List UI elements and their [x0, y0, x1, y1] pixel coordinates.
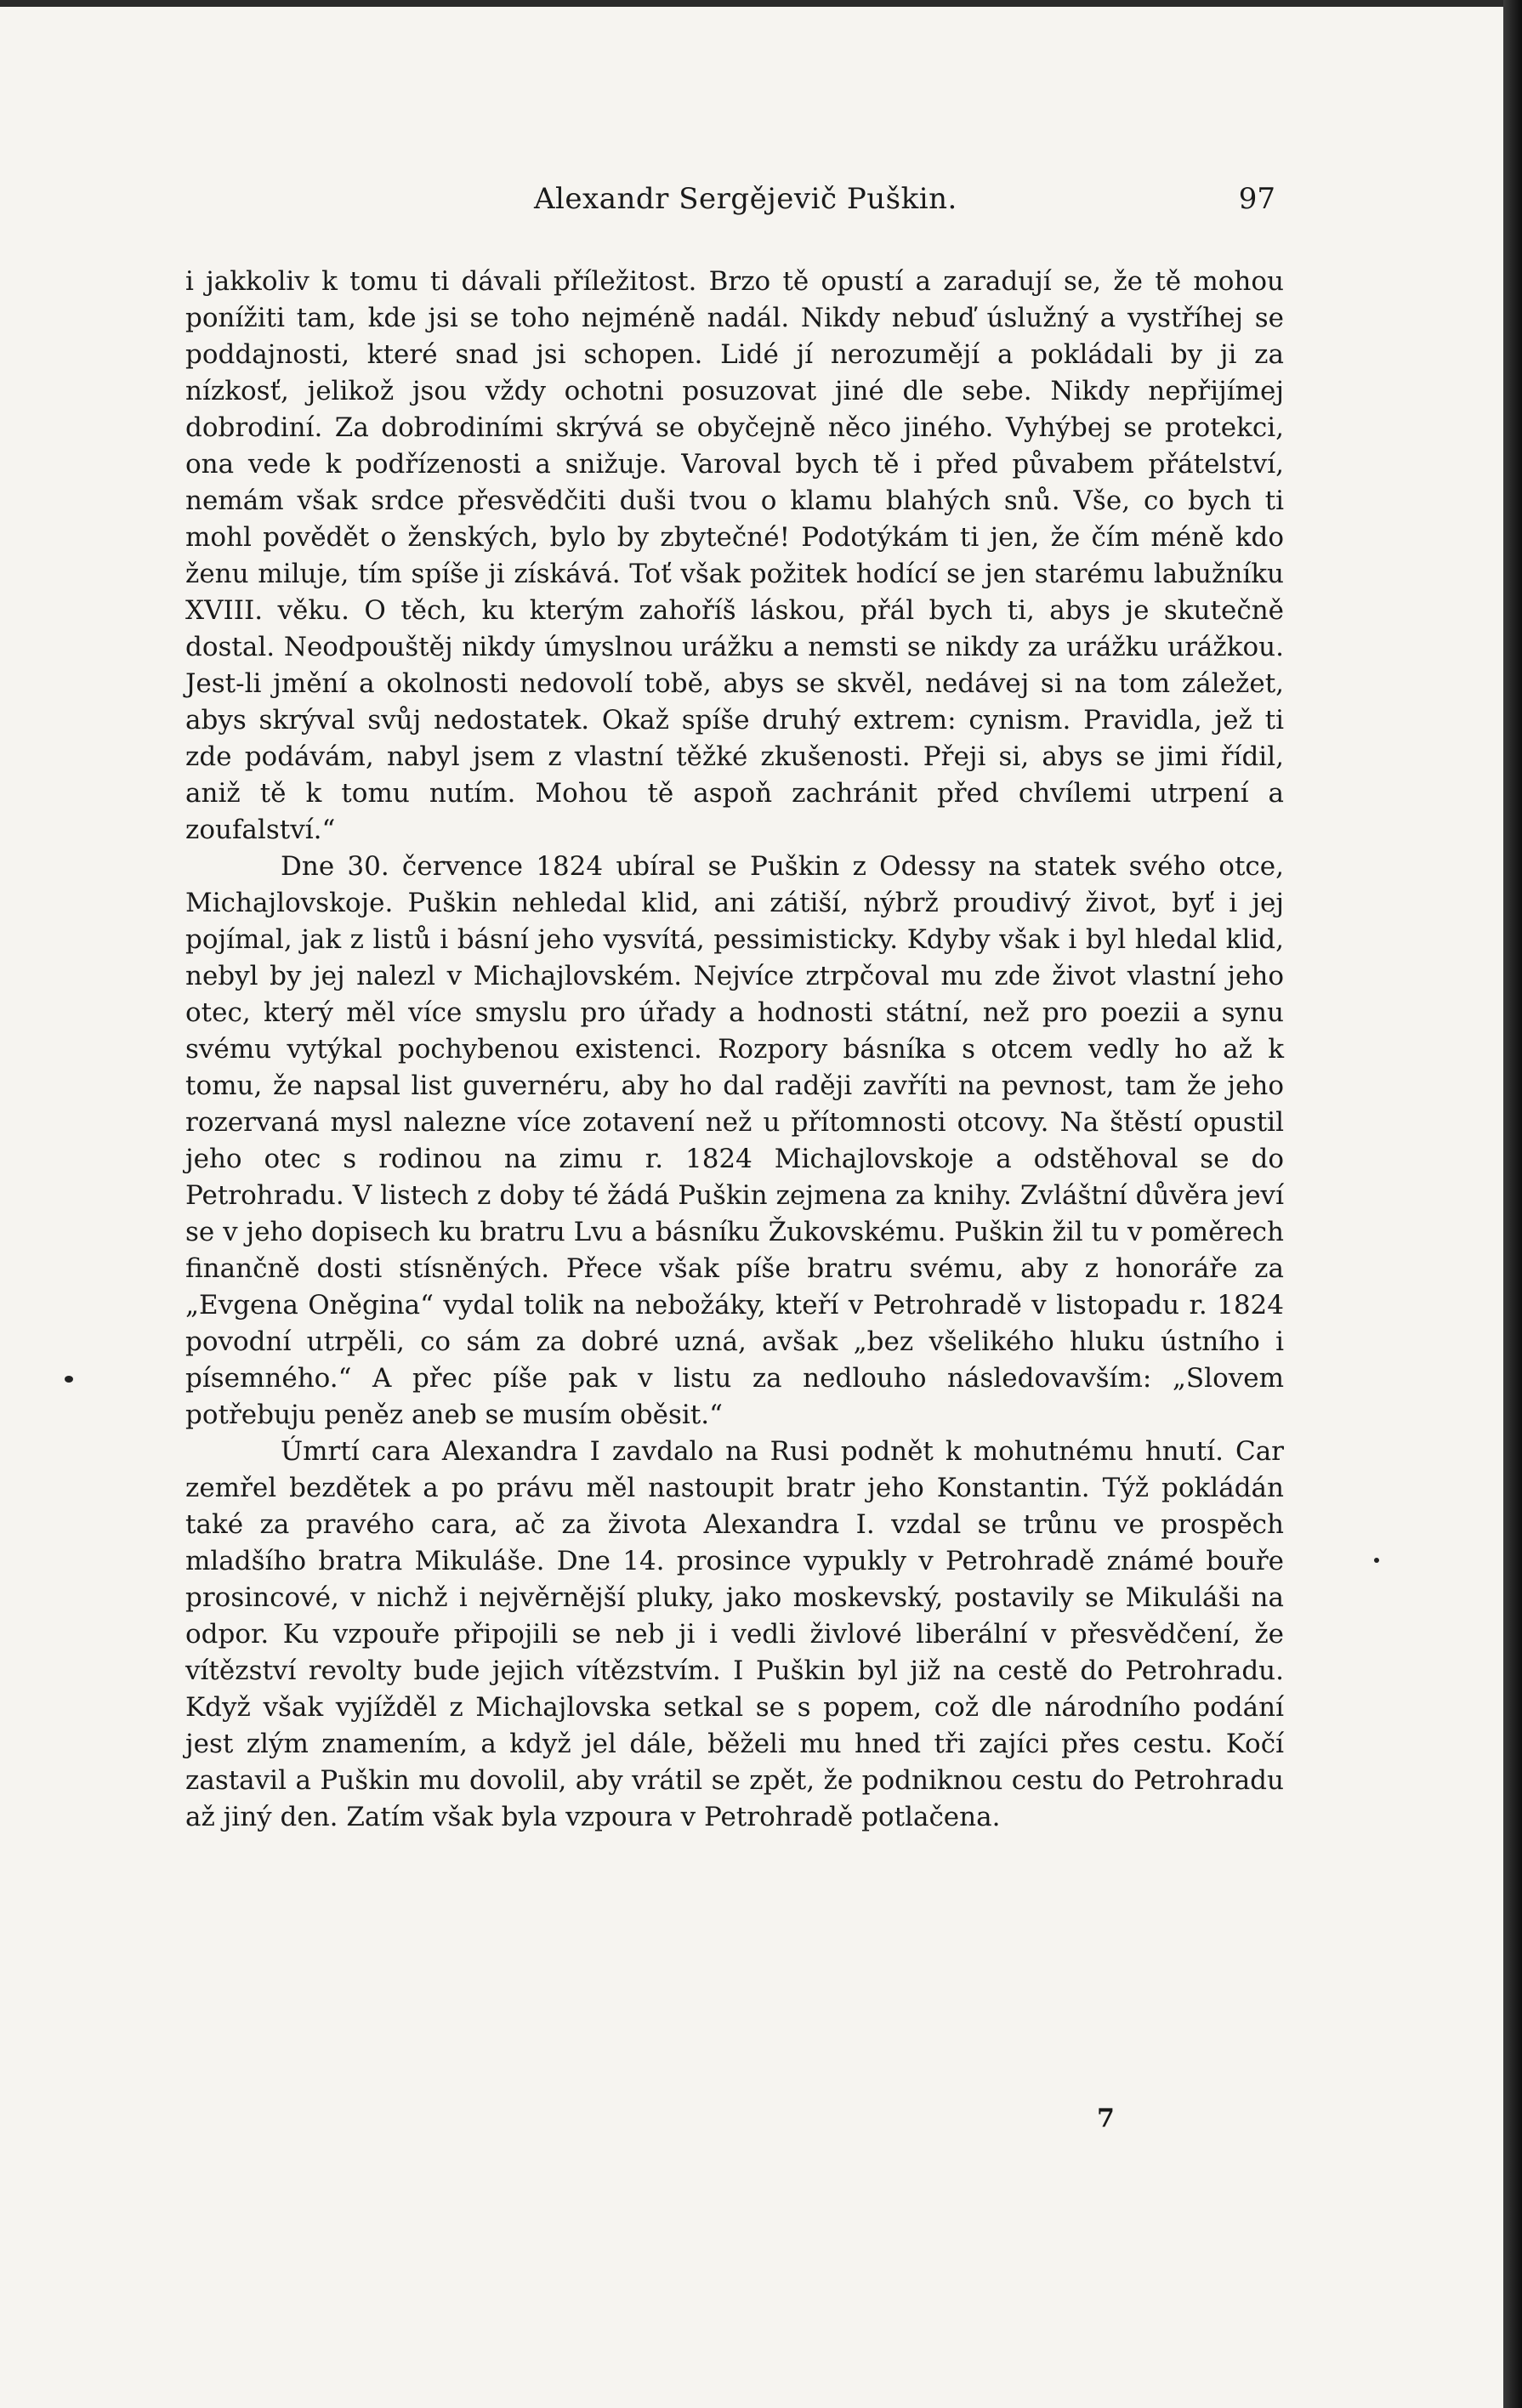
scan-right-edge	[1503, 0, 1522, 2408]
signature-mark: 7	[1097, 2104, 1115, 2133]
paragraph-2: Dne 30. července 1824 ubíral se Puškin z Odessy na statek svého otce, Michajlovskoje. Puškin nehledal klid, ani zátiší, nýbrž proudivý život, byť i jej pojímal, jak z listů i básní jeho vysvítá, pessimisticky. Kdyby však i byl hledal klid, nebyl by jej nalezl v Michajlovském. Nejvíce ztrpčoval mu zde život vlastní jeho otec, který měl více smyslu pro úřady a hodnosti státní, než pro poezii a synu svému vytýkal pochybenou existenci. Rozpory básníka s otcem vedly ho až k tomu, že napsal list guvernéru, aby ho dal raději zavříti na pevnost, tam že jeho rozervaná mysl nalezne více zotavení než u přítomnosti otcovy. Na štěstí opustil jeho otec s rodinou na zimu r. 1824 Michajlovskoje a odstěhoval se do Petrohradu. V listech z doby té žádá Puškin zejmena za knihy. Zvláštní důvěra jeví se v jeho dopisech ku bratru Lvu a básníku Žukovskému. Puškin žil tu v poměrech finančně dosti stísněných. Přece však píše bratru svému, aby z honoráře za „Evgena Oněgina“ vydal tolik na nebožáky, kteří v Petrohradě v listopadu r. 1824 povodní utrpěli, co sám za dobré uzná, avšak „bez všelikého hluku ústního i písemného.“ A přec píše pak v listu za nedlouho následovavším: „Slovem potřebuju peněz aneb se musím oběsit.“	[185, 851, 1284, 1430]
paragraph-1: i jakkoliv k tomu ti dávali příležitost. Brzo tě opustí a zaradují se, že tě mohou ponížiti tam, kde jsi se toho nejméně nadál. Nikdy nebuď úslužný a vystříhej se poddajnosti, které snad jsi schopen. Lidé jí nerozumějí a pokládali by ji za nízkosť, jelikož jsou vždy ochotni posuzovat jiné dle sebe. Nikdy nepřijímej dobrodiní. Za dobrodiními skrývá se obyčejně něco jiného. Vyhýbej se protekci, ona vede k podřízenosti a snižuje. Varoval bych tě i před půvabem přátelství, nemám však srdce přesvědčiti duši tvou o klamu blahých snů. Vše, co bych ti mohl povědět o ženských, bylo by zbytečné! Podotýkám ti jen, že čím méně kdo ženu miluje, tím spíše ji získává. Toť však požitek hodící se jen starému labužníku XVIII. věku. O těch, ku kterým zahoříš láskou, přál bych ti, abys je skutečně dostal. Neodpouštěj nikdy úmyslnou urážku a nemsti se nikdy za urážku urážkou. Jest-li jmění a okolnosti nedovolí tobě, abys se skvěl, nedávej si na tom záležet, abys skrýval svůj nedostatek. Okaž spíše druhý extrem: cynism. Pravidla, jež ti zde podávám, nabyl jsem z vlastní těžké zkušenosti. Přeji si, abys se jimi řídil, aniž tě k tomu nutím. Mohou tě aspoň zachránit před chvílemi utrpení a zoufalství.“	[185, 266, 1284, 845]
scan-top-edge	[0, 0, 1522, 7]
body-text	[185, 264, 1284, 1836]
scan-speck	[1374, 1558, 1379, 1563]
page-header	[185, 177, 1275, 224]
paragraph-3: Úmrtí cara Alexandra I zavdalo na Rusi podnět k mohutnému hnutí. Car zemřel bezdětek a po právu měl nastoupit bratr jeho Konstantin. Týž pokládán také za pravého cara, ač za života Alexandra I. vzdal se trůnu ve prospěch mladšího bratra Mikuláše. Dne 14. prosince vypukly v Petrohradě známé bouře prosincové, v nichž i nejvěrnější pluky, jako moskevský, postavily se Mikuláši na odpor. Ku vzpouře připojili se neb ji i vedli živlové liberální v přesvědčení, že vítězství revolty bude jejich vítězstvím. I Puškin byl již na cestě do Petrohradu. Když však vyjížděl z Michajlovska setkal se s popem, což dle národního podání jest zlým znamením, a když jel dále, běželi mu hned tři zajíci přes cestu. Kočí zastavil a Puškin mu dovolil, aby vrátil se zpět, že podniknou cestu do Petrohradu až jiný den. Zatím však byla vzpoura v Petrohradě potlačena.	[185, 1436, 1284, 1832]
page-number: 97	[1238, 182, 1275, 216]
running-title: Alexandr Sergějevič Puškin.	[534, 182, 957, 216]
scan-speck	[65, 1376, 73, 1383]
